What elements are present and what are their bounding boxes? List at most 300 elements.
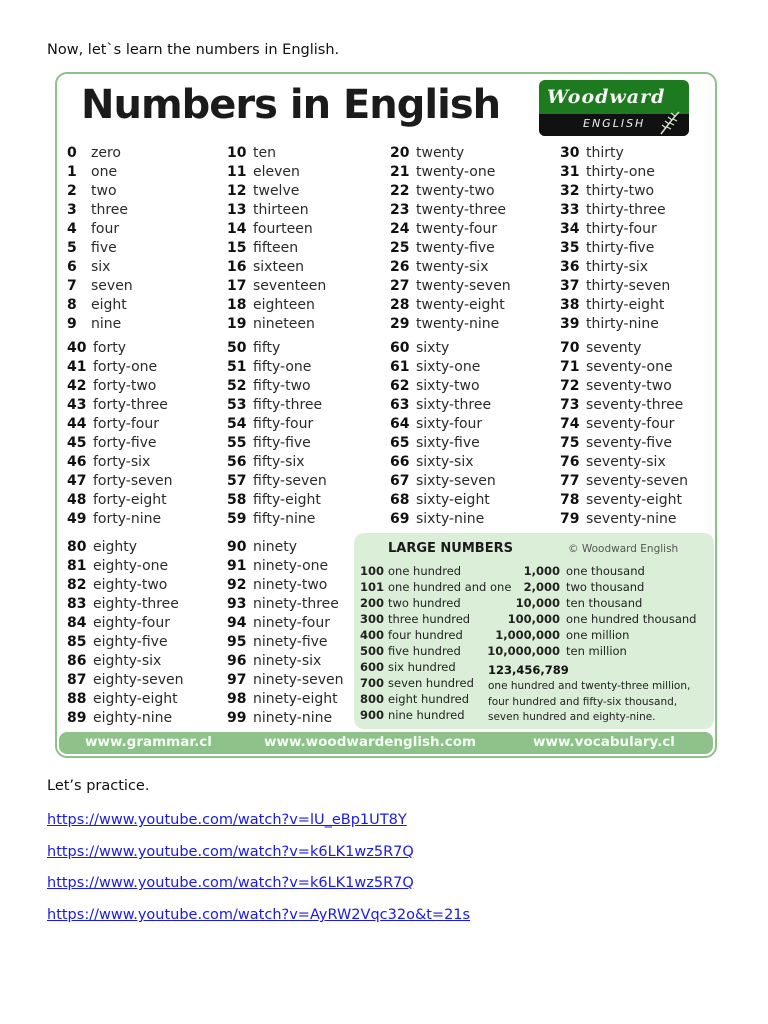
number-digit: 13: [227, 202, 247, 218]
number-row: [390, 220, 511, 239]
number-digit: 81: [67, 558, 87, 574]
number-row: [560, 239, 670, 258]
number-word: seventy-five: [586, 435, 672, 451]
number-word: twelve: [253, 183, 300, 199]
number-row: [227, 277, 326, 296]
number-digit: 12: [227, 183, 247, 199]
number-row: [67, 671, 184, 690]
number-row: [560, 415, 688, 434]
large-number-value: 1,000,000: [495, 628, 560, 642]
number-word: sixty-five: [416, 435, 480, 451]
numbers-column: [390, 339, 496, 529]
number-digit: 2: [67, 183, 77, 199]
number-word: sixty: [416, 340, 450, 356]
hundreds-number: 400: [360, 628, 385, 642]
number-digit: 44: [67, 416, 87, 432]
number-row: [560, 296, 670, 315]
hundreds-number: 800: [360, 692, 385, 706]
hundreds-number: 100: [360, 564, 385, 578]
number-word: fifty-three: [253, 397, 323, 413]
number-row: [560, 510, 688, 529]
number-digit: 71: [560, 359, 580, 375]
number-word: forty-one: [93, 359, 158, 375]
number-row: [227, 614, 344, 633]
number-digit: 20: [390, 145, 410, 161]
number-digit: 97: [227, 672, 247, 688]
number-word: forty-six: [93, 454, 151, 470]
hundreds-number: 900: [360, 708, 385, 722]
number-row: [390, 258, 511, 277]
number-word: fifty-six: [253, 454, 305, 470]
number-row: [560, 163, 670, 182]
number-row: [560, 453, 688, 472]
practice-text: Let’s practice.: [47, 778, 150, 794]
number-word: thirty-seven: [586, 278, 671, 294]
number-row: [67, 315, 133, 334]
number-word: twenty-nine: [416, 316, 500, 332]
number-word: forty-five: [93, 435, 157, 451]
number-digit: 74: [560, 416, 580, 432]
hundreds-word: three hundred: [388, 612, 471, 626]
number-digit: 48: [67, 492, 87, 508]
number-row: [227, 258, 326, 277]
youtube-link-3[interactable]: https://www.youtube.com/watch?v=k6LK1wz5R7Q: [47, 875, 414, 891]
number-row: [560, 201, 670, 220]
large-number-word: two thousand: [566, 580, 645, 594]
number-row: [227, 690, 344, 709]
number-digit: 26: [390, 259, 410, 275]
example-words: one hundred and twenty-three million, four hundred and fifty-six thousand, seven hundred and eighty-nine.: [488, 680, 691, 723]
number-word: sixty-nine: [416, 511, 485, 527]
number-digit: 33: [560, 202, 580, 218]
numbers-column: [390, 144, 511, 334]
number-word: seventy-eight: [586, 492, 683, 508]
poster-title: Numbers in English: [81, 82, 501, 128]
number-digit: 59: [227, 511, 247, 527]
hundreds-row: [360, 627, 463, 643]
number-row: [390, 358, 496, 377]
number-digit: 84: [67, 615, 87, 631]
number-digit: 36: [560, 259, 580, 275]
number-row: [227, 491, 327, 510]
number-digit: 22: [390, 183, 410, 199]
number-row: [67, 510, 173, 529]
number-word: eighty-three: [93, 596, 179, 612]
number-row: [560, 358, 688, 377]
number-row: [227, 434, 327, 453]
number-row: [390, 339, 496, 358]
number-digit: 32: [560, 183, 580, 199]
number-digit: 9: [67, 316, 77, 332]
number-word: twenty-four: [416, 221, 498, 237]
number-word: ninety-four: [253, 615, 330, 631]
number-word: forty-two: [93, 378, 157, 394]
number-word: fifty-seven: [253, 473, 327, 489]
number-row: [227, 144, 326, 163]
number-word: seventy-two: [586, 378, 672, 394]
number-row: [227, 671, 344, 690]
number-row: [67, 576, 184, 595]
number-row: [560, 377, 688, 396]
number-digit: 98: [227, 691, 247, 707]
number-digit: 52: [227, 378, 247, 394]
number-word: ninety-two: [253, 577, 328, 593]
number-digit: 66: [390, 454, 410, 470]
number-digit: 85: [67, 634, 87, 650]
number-row: [67, 201, 133, 220]
number-digit: 91: [227, 558, 247, 574]
number-digit: 77: [560, 473, 580, 489]
hundreds-word: one hundred: [388, 564, 462, 578]
number-row: [67, 258, 133, 277]
number-word: forty-eight: [93, 492, 167, 508]
numbers-column: [560, 339, 688, 529]
number-row: [67, 163, 133, 182]
number-digit: 4: [67, 221, 77, 237]
number-word: eighty-six: [93, 653, 162, 669]
example-number: 123,456,789: [488, 663, 569, 677]
number-word: sixty-seven: [416, 473, 496, 489]
hundreds-row: [360, 659, 456, 675]
number-digit: 43: [67, 397, 87, 413]
number-word: eighty-one: [93, 558, 169, 574]
number-word: twenty: [416, 145, 465, 161]
number-digit: 87: [67, 672, 87, 688]
number-digit: 94: [227, 615, 247, 631]
number-word: nineteen: [253, 316, 315, 332]
number-digit: 69: [390, 511, 410, 527]
number-digit: 27: [390, 278, 410, 294]
number-word: fifty-two: [253, 378, 311, 394]
number-word: forty: [93, 340, 127, 356]
number-digit: 90: [227, 539, 247, 555]
number-row: [227, 595, 344, 614]
number-digit: 5: [67, 240, 77, 256]
number-word: thirty-two: [586, 183, 655, 199]
number-digit: 1: [67, 164, 77, 180]
large-number-word: one million: [566, 628, 630, 642]
large-numbers-box: [354, 533, 714, 729]
number-digit: 19: [227, 316, 247, 332]
hundreds-word: one hundred and one: [388, 580, 512, 594]
number-word: ninety-nine: [253, 710, 333, 726]
number-digit: 29: [390, 316, 410, 332]
number-row: [390, 182, 511, 201]
number-digit: 34: [560, 221, 580, 237]
number-row: [390, 163, 511, 182]
number-digit: 10: [227, 145, 247, 161]
logo-name: Woodward: [547, 86, 666, 108]
number-digit: 30: [560, 145, 580, 161]
number-row: [227, 296, 326, 315]
large-number-value: 10,000: [515, 596, 560, 610]
poster-footer: [59, 732, 713, 754]
number-digit: 60: [390, 340, 410, 356]
hundreds-row: [360, 691, 469, 707]
number-word: thirty-six: [586, 259, 649, 275]
number-word: twenty-one: [416, 164, 496, 180]
number-row: [67, 296, 133, 315]
number-word: ninety: [253, 539, 298, 555]
number-word: seventy-nine: [586, 511, 677, 527]
hundreds-number: 500: [360, 644, 385, 658]
hundreds-number: 101: [360, 580, 385, 594]
number-digit: 65: [390, 435, 410, 451]
number-word: ninety-six: [253, 653, 322, 669]
numbers-column: [227, 339, 327, 529]
number-digit: 83: [67, 596, 87, 612]
number-word: eighteen: [253, 297, 315, 313]
number-word: thirty-eight: [586, 297, 665, 313]
number-digit: 92: [227, 577, 247, 593]
number-row: [67, 339, 173, 358]
number-digit: 47: [67, 473, 87, 489]
number-row: [560, 220, 670, 239]
number-digit: 99: [227, 710, 247, 726]
number-digit: 75: [560, 435, 580, 451]
number-digit: 18: [227, 297, 247, 313]
number-word: fourteen: [253, 221, 313, 237]
number-word: seventy-three: [586, 397, 684, 413]
number-digit: 64: [390, 416, 410, 432]
numbers-poster: [55, 72, 717, 758]
number-row: [227, 557, 344, 576]
number-row: [560, 472, 688, 491]
woodward-logo: [539, 80, 689, 136]
number-word: fifty-nine: [253, 511, 316, 527]
number-word: thirty: [586, 145, 624, 161]
number-digit: 46: [67, 454, 87, 470]
hundreds-word: five hundred: [388, 644, 461, 658]
number-row: [67, 377, 173, 396]
number-digit: 16: [227, 259, 247, 275]
number-word: fifty-eight: [253, 492, 321, 508]
hundreds-row: [360, 707, 465, 723]
number-row: [227, 201, 326, 220]
large-number-row: [470, 563, 645, 579]
number-row: [390, 296, 511, 315]
number-row: [227, 239, 326, 258]
number-row: [390, 277, 511, 296]
large-numbers-title: LARGE NUMBERS: [388, 541, 513, 556]
number-word: seventy-one: [586, 359, 673, 375]
number-word: eighty-eight: [93, 691, 178, 707]
hundreds-row: [360, 611, 470, 627]
number-row: [67, 538, 184, 557]
large-number-word: ten million: [566, 644, 627, 658]
number-row: [227, 396, 327, 415]
number-word: twenty-three: [416, 202, 507, 218]
number-row: [560, 491, 688, 510]
large-number-value: 2,000: [523, 580, 560, 594]
number-word: seven: [91, 278, 133, 294]
fern-leaf-icon: [657, 110, 683, 136]
number-word: thirty-one: [586, 164, 655, 180]
number-digit: 80: [67, 539, 87, 555]
number-digit: 7: [67, 278, 77, 294]
number-row: [227, 576, 344, 595]
number-word: twenty-six: [416, 259, 489, 275]
number-row: [67, 396, 173, 415]
number-row: [390, 434, 496, 453]
number-word: seventy-six: [586, 454, 666, 470]
number-digit: 55: [227, 435, 247, 451]
number-word: fifty: [253, 340, 281, 356]
number-digit: 96: [227, 653, 247, 669]
number-row: [227, 220, 326, 239]
number-row: [560, 258, 670, 277]
footer-grammar: www.grammar.cl: [85, 734, 212, 750]
number-digit: 93: [227, 596, 247, 612]
number-row: [67, 358, 173, 377]
number-row: [67, 453, 173, 472]
number-word: sixty-eight: [416, 492, 490, 508]
number-word: thirty-five: [586, 240, 655, 256]
number-word: eighty-seven: [93, 672, 184, 688]
number-row: [560, 144, 670, 163]
number-row: [227, 377, 327, 396]
number-row: [560, 339, 688, 358]
number-row: [390, 144, 511, 163]
hundreds-row: [360, 563, 461, 579]
number-digit: 70: [560, 340, 580, 356]
number-digit: 15: [227, 240, 247, 256]
number-row: [390, 377, 496, 396]
number-row: [67, 220, 133, 239]
number-word: ninety-seven: [253, 672, 344, 688]
number-digit: 82: [67, 577, 87, 593]
number-word: sixty-two: [416, 378, 480, 394]
number-digit: 17: [227, 278, 247, 294]
number-row: [227, 182, 326, 201]
numbers-column: [227, 144, 326, 334]
large-number-value: 10,000,000: [487, 644, 560, 658]
number-row: [390, 315, 511, 334]
footer-vocabulary: www.vocabulary.cl: [533, 734, 675, 750]
hundreds-word: seven hundred: [388, 676, 474, 690]
number-digit: 78: [560, 492, 580, 508]
hundreds-row: [360, 595, 461, 611]
number-digit: 45: [67, 435, 87, 451]
number-word: sixteen: [253, 259, 305, 275]
number-row: [390, 491, 496, 510]
number-digit: 86: [67, 653, 87, 669]
number-word: fifty-five: [253, 435, 311, 451]
number-row: [67, 595, 184, 614]
number-row: [227, 163, 326, 182]
number-word: forty-three: [93, 397, 168, 413]
number-word: twenty-two: [416, 183, 495, 199]
number-digit: 56: [227, 454, 247, 470]
number-row: [390, 415, 496, 434]
number-row: [227, 415, 327, 434]
number-digit: 54: [227, 416, 247, 432]
number-digit: 49: [67, 511, 87, 527]
large-number-row: [470, 643, 627, 659]
youtube-link-2[interactable]: https://www.youtube.com/watch?v=k6LK1wz5R7Q: [47, 844, 414, 860]
number-digit: 57: [227, 473, 247, 489]
number-row: [227, 472, 327, 491]
number-digit: 73: [560, 397, 580, 413]
number-word: thirty-nine: [586, 316, 659, 332]
number-row: [227, 315, 326, 334]
number-word: thirty-four: [586, 221, 657, 237]
number-word: twenty-seven: [416, 278, 511, 294]
number-row: [560, 182, 670, 201]
large-number-word: ten thousand: [566, 596, 643, 610]
number-digit: 51: [227, 359, 247, 375]
number-word: forty-seven: [93, 473, 173, 489]
number-word: seventy: [586, 340, 642, 356]
large-number-word: one hundred thousand: [566, 612, 697, 626]
number-word: five: [91, 240, 117, 256]
number-word: twenty-five: [416, 240, 495, 256]
number-digit: 8: [67, 297, 77, 313]
number-word: ninety-one: [253, 558, 329, 574]
hundreds-number: 300: [360, 612, 385, 626]
number-row: [67, 182, 133, 201]
number-row: [390, 510, 496, 529]
number-word: fifteen: [253, 240, 299, 256]
number-word: six: [91, 259, 111, 275]
number-word: ten: [253, 145, 276, 161]
hundreds-number: 200: [360, 596, 385, 610]
number-row: [390, 453, 496, 472]
number-word: sixty-one: [416, 359, 481, 375]
number-row: [67, 557, 184, 576]
numbers-column: [67, 144, 133, 334]
number-digit: 58: [227, 492, 247, 508]
number-digit: 6: [67, 259, 77, 275]
number-row: [227, 709, 344, 728]
number-word: eight: [91, 297, 127, 313]
number-digit: 23: [390, 202, 410, 218]
number-word: twenty-eight: [416, 297, 505, 313]
number-row: [67, 652, 184, 671]
youtube-link-1[interactable]: https://www.youtube.com/watch?v=lU_eBp1UT8Y: [47, 812, 407, 828]
number-digit: 61: [390, 359, 410, 375]
numbers-column: [67, 538, 184, 728]
number-digit: 11: [227, 164, 247, 180]
number-digit: 31: [560, 164, 580, 180]
number-word: sixty-four: [416, 416, 483, 432]
number-digit: 41: [67, 359, 87, 375]
number-word: sixty-six: [416, 454, 474, 470]
hundreds-word: nine hundred: [388, 708, 465, 722]
number-word: fifty-one: [253, 359, 312, 375]
number-row: [227, 538, 344, 557]
number-row: [67, 614, 184, 633]
number-word: two: [91, 183, 117, 199]
hundreds-number: 700: [360, 676, 385, 690]
youtube-link-4[interactable]: https://www.youtube.com/watch?v=AyRW2Vqc32o&t=21s: [47, 907, 471, 923]
number-word: eighty-five: [93, 634, 168, 650]
number-row: [227, 339, 327, 358]
numbers-column: [560, 144, 670, 334]
number-digit: 14: [227, 221, 247, 237]
number-word: zero: [91, 145, 121, 161]
number-digit: 95: [227, 634, 247, 650]
number-word: ninety-five: [253, 634, 328, 650]
number-word: four: [91, 221, 120, 237]
hundreds-word: eight hundred: [388, 692, 470, 706]
number-word: seventy-seven: [586, 473, 688, 489]
hundreds-word: two hundred: [388, 596, 461, 610]
hundreds-row: [360, 675, 474, 691]
number-digit: 37: [560, 278, 580, 294]
number-row: [67, 277, 133, 296]
number-row: [67, 434, 173, 453]
